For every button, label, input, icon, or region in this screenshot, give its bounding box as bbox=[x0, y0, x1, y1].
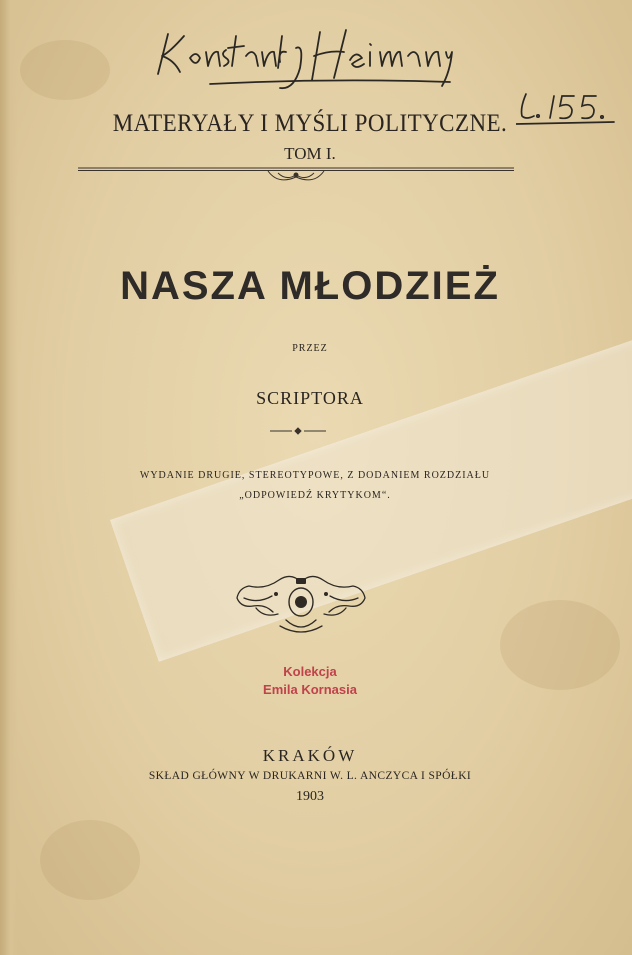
paper-stain bbox=[20, 40, 110, 100]
handwritten-signature bbox=[150, 22, 470, 92]
imprint-publisher: SKŁAD GŁÓWNY W DRUKARNI W. L. ANCZYCA I SPÓŁKI bbox=[148, 770, 472, 782]
collection-stamp-line-1: Kolekcja bbox=[283, 664, 337, 679]
printers-ornament bbox=[236, 572, 366, 634]
edition-note-line-2: „ODPOWIEDŹ KRYTYKOM“. bbox=[239, 490, 391, 501]
imprint-city: KRAKÓW bbox=[262, 746, 358, 765]
ornamental-rule bbox=[78, 160, 514, 188]
by-label: PRZEZ bbox=[292, 343, 328, 354]
small-divider bbox=[268, 426, 328, 436]
edition-note-line-1: WYDANIE DRUGIE, STEREOTYPOWE, Z DODANIEM ROZDZIAŁU bbox=[139, 470, 491, 481]
author-name: SCRIPTORA bbox=[256, 388, 364, 408]
paper-stain bbox=[40, 820, 140, 900]
collection-stamp-line-2: Emila Kornasia bbox=[263, 682, 357, 697]
paper-stain bbox=[500, 600, 620, 690]
page-edge-shadow bbox=[0, 0, 18, 955]
volume-number: TOM I. bbox=[284, 144, 336, 163]
book-title: NASZA MŁODZIEŻ bbox=[120, 264, 500, 308]
imprint-year: 1903 bbox=[296, 789, 324, 804]
series-title: MATERYAŁY I MYŚLI POLITYCZNE. bbox=[112, 110, 508, 137]
